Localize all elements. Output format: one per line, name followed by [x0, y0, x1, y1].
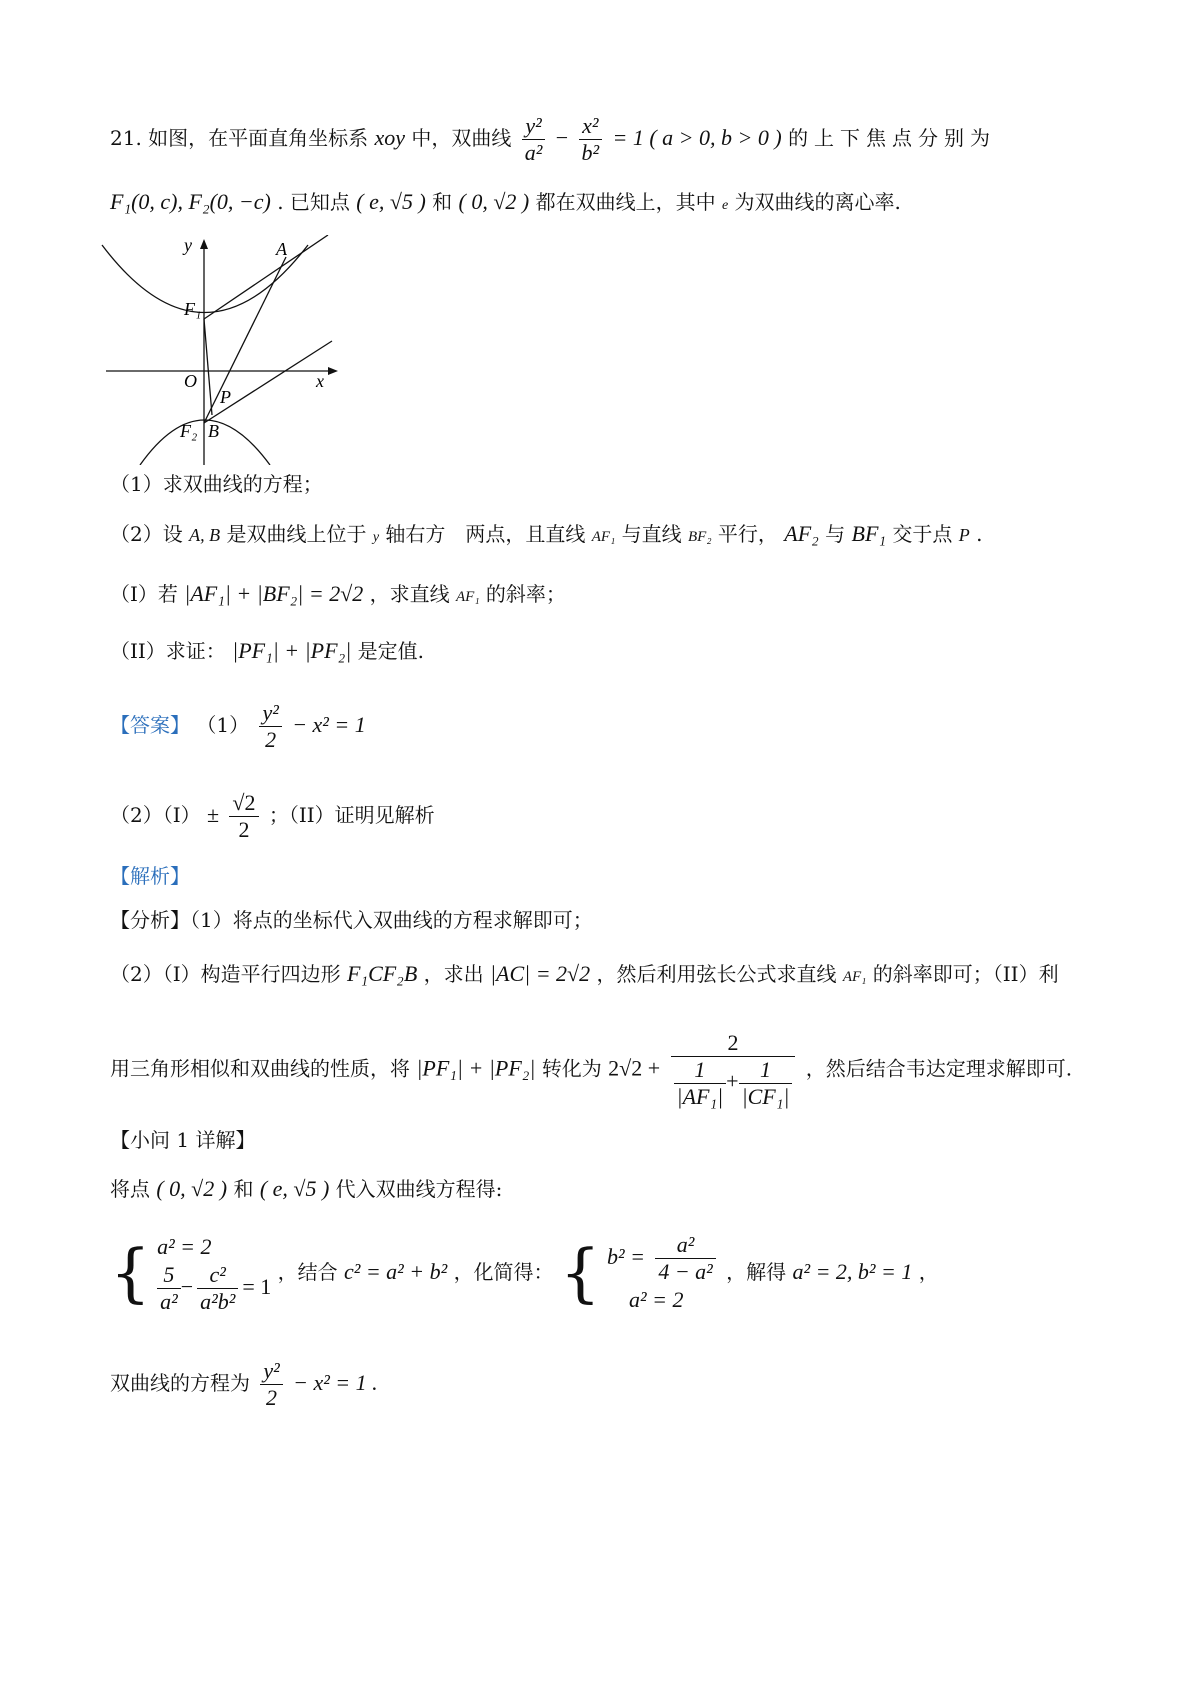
problem-intro: 21. 如图，在平面直角坐标系 [110, 126, 369, 150]
answer-1-prefix: （1） [196, 713, 250, 737]
sys1-r1: a² = 2 [157, 1234, 212, 1259]
eq-a: a² [524, 140, 543, 165]
detail-line1-a: 将点 [110, 1177, 150, 1201]
q2-b: 是双曲线上位于 [226, 522, 367, 546]
p3-plus: + [726, 1068, 739, 1094]
p3-num: 2 [671, 1030, 796, 1057]
answer-1-num: y² [259, 700, 281, 727]
p3-frac-1 [674, 1057, 727, 1110]
qI-a: （I）若 [110, 582, 178, 606]
analysis-tag-line [110, 862, 190, 890]
sys1-n2: c² [197, 1262, 238, 1289]
q2-a: （2）设 [110, 522, 183, 546]
point-2: ( 0, √2 ) [458, 189, 530, 214]
q2-BF2: BF₂ [688, 529, 712, 545]
detail-final [110, 1358, 378, 1411]
analysis-tag: 【解析】 [110, 864, 190, 888]
sys2-d: 4 − a² [658, 1259, 713, 1284]
hyperbola-figure [100, 235, 350, 465]
eq-rhs: = 1 ( a > 0, b > 0 ) [612, 125, 782, 150]
sys1-frac-1 [157, 1262, 181, 1315]
problem-line2-b: 和 [432, 190, 453, 214]
p3-f2n: 1 [739, 1057, 793, 1084]
fenxi-1: （1）将点的坐标代入双曲线的方程求解即可； [190, 908, 593, 932]
detail-line1-c: 代入双曲线方程得: [335, 1177, 503, 1201]
q2-y: y [372, 530, 380, 545]
sys1-d1: a² [160, 1289, 178, 1314]
answer-1-rest: − x² = 1 [292, 712, 366, 737]
sys2-n: a² [655, 1232, 715, 1259]
answer-2-num: √2 [229, 790, 258, 817]
problem-intro-mid: 中，双曲线 [411, 126, 512, 150]
sys1-eq: = 1 [242, 1274, 272, 1299]
detail-line-1 [110, 1175, 502, 1203]
q2-AF1: AF₁ [591, 529, 616, 545]
problem-line-2 [110, 188, 901, 220]
answer-1-frac [259, 700, 281, 753]
q2-AB: A, B [189, 525, 221, 545]
point-1: ( e, √5 ) [356, 189, 426, 214]
eq-x: x² [579, 113, 603, 140]
sys1-frac-2 [197, 1262, 238, 1315]
system-1 [157, 1232, 271, 1315]
answer-tag: 【答案】 [110, 713, 190, 737]
q2-AF2: AF₂ [784, 521, 819, 546]
analysis-p3 [110, 1030, 1072, 1110]
eq-frac-x [579, 113, 603, 166]
end-a: ，解得 [726, 1260, 787, 1284]
sys2-frac [655, 1232, 715, 1285]
label-A: A [276, 239, 287, 259]
answer-2-pm: ± [206, 802, 220, 827]
segment-AF2 [204, 257, 286, 423]
qII-b: 是定值. [357, 639, 424, 663]
q2-g: 交于点 [892, 522, 953, 546]
mid-b: ，化简得： [453, 1260, 554, 1284]
label-B: B [208, 421, 219, 441]
final-num: y² [260, 1358, 282, 1385]
p3-big-frac [671, 1030, 796, 1110]
p2-a: （2）（I）构造平行四边形 [110, 962, 341, 986]
brace-1: { [110, 1236, 151, 1311]
mid-eq: c² = a² + b² [343, 1259, 448, 1284]
problem-line2-c: 都在双曲线上，其中 [535, 190, 716, 214]
eq-frac-y [522, 113, 546, 166]
q2-BF1: BF₁ [851, 521, 887, 546]
coord-system: xoy [374, 125, 406, 150]
q1-text: （1）求双曲线的方程； [110, 472, 323, 496]
answer-1-den: 2 [265, 727, 277, 752]
analysis-p2 [110, 960, 1059, 991]
p3-expr: |PF₁| + |PF₂| [416, 1055, 536, 1081]
sys2-r1 [607, 1232, 720, 1285]
q2-c: 轴右方 两点，且直线 [385, 522, 586, 546]
question-2 [110, 520, 983, 552]
lower-branch [140, 420, 270, 465]
p3-f1n: 1 [674, 1057, 727, 1084]
system-2 [607, 1232, 720, 1315]
sys1-r2 [157, 1262, 271, 1315]
analysis-fenxi [110, 906, 593, 934]
answer-2-frac [229, 790, 258, 843]
p3-a: 用三角形相似和双曲线的性质，将 [110, 1056, 410, 1081]
sys1-minus: − [180, 1274, 194, 1299]
eq-b: b² [581, 140, 600, 165]
p3-frac-2 [739, 1057, 793, 1110]
line-F2B [204, 341, 332, 423]
answer-line-2 [110, 790, 435, 843]
question-2-II [110, 637, 424, 665]
foci: F₁(0, c), F₂(0, −c) [110, 189, 271, 214]
segment-F1B [204, 319, 212, 415]
eq-minus: − [555, 125, 569, 150]
q2-e: 平行， [717, 522, 778, 546]
answer-2-rest: ；（II）证明见解析 [268, 803, 435, 827]
detail-point-1: ( 0, √2 ) [156, 1176, 228, 1201]
p3-f2d: |CF₁| [741, 1084, 790, 1109]
qI-AF1: AF₁ [456, 589, 480, 605]
fenxi-tag: 【分析】 [110, 908, 190, 932]
label-F2: F₂ [180, 421, 198, 441]
qII-a: （II）求证： [110, 639, 226, 663]
end-eq: a² = 2, b² = 1 [792, 1259, 913, 1284]
sys1-n1: 5 [157, 1262, 181, 1289]
question-1 [110, 470, 323, 498]
problem-line2-d: 为双曲线的离心率. [734, 190, 901, 214]
p3-f1d: |AF₁| [676, 1084, 724, 1109]
problem-intro-end: 的上下焦点分别为 [788, 126, 997, 150]
e-var: e [721, 198, 729, 213]
final-frac [260, 1358, 282, 1411]
p2-d: 的斜率即可；（II）利 [872, 962, 1059, 986]
answer-line-1 [110, 700, 366, 753]
final-rest: − x² = 1 . [293, 1370, 378, 1395]
qI-expr: |AF₁| + |BF₂| = 2√2 [184, 581, 364, 606]
final-den: 2 [266, 1385, 278, 1410]
detail-line1-b: 和 [233, 1177, 254, 1201]
y-axis-arrow [200, 239, 208, 249]
p3-b: 转化为 [541, 1056, 602, 1081]
answer-2-prefix: （2）（I） [110, 803, 201, 827]
q2-f: 与 [825, 522, 846, 546]
label-P: P [220, 387, 231, 407]
q2-h: . [976, 522, 983, 546]
qII-expr: |PF₁| + |PF₂| [232, 638, 352, 663]
p2-af1: AF₁ [842, 969, 867, 985]
label-F1: F₁ [184, 299, 202, 319]
p2-c: ，然后利用弦长公式求直线 [596, 962, 837, 986]
question-2-I [110, 580, 566, 611]
q2-d: 与直线 [621, 522, 682, 546]
qI-c: 的斜率； [485, 582, 566, 606]
p3-lead: 2√2 + [608, 1055, 661, 1081]
label-x: x [316, 371, 324, 391]
problem-line2-a: . 已知点 [277, 190, 350, 214]
detail-tag: 【小问 1 详解】 [110, 1128, 256, 1152]
sys2-r2: a² = 2 [629, 1287, 684, 1312]
end-b: ， [918, 1260, 939, 1284]
mid-a: ，结合 [277, 1260, 338, 1284]
p2-b: ，求出 [423, 962, 484, 986]
detail-point-2: ( e, √5 ) [259, 1176, 330, 1201]
q2-P: P [958, 525, 970, 545]
label-O: O [184, 371, 197, 391]
problem-line-1 [110, 113, 996, 166]
p3-den [671, 1057, 796, 1110]
sys1-d2: a²b² [200, 1289, 236, 1314]
brace-2: { [559, 1236, 601, 1311]
line-F1A [204, 235, 328, 319]
label-y: y [184, 235, 192, 255]
p2-ac: |AC| = 2√2 [490, 961, 591, 986]
answer-2-den: 2 [238, 817, 250, 842]
detail-tag-line [110, 1126, 255, 1154]
eq-y: y² [522, 113, 546, 140]
p3-c: ，然后结合韦达定理求解即可. [805, 1056, 1073, 1081]
final-a: 双曲线的方程为 [110, 1371, 250, 1395]
detail-systems [110, 1232, 939, 1315]
x-axis-arrow [328, 367, 338, 375]
sys2-lhs: b² = [607, 1244, 645, 1269]
p2-shape: F₁CF₂B [346, 961, 418, 986]
qI-b: ，求直线 [369, 582, 450, 606]
